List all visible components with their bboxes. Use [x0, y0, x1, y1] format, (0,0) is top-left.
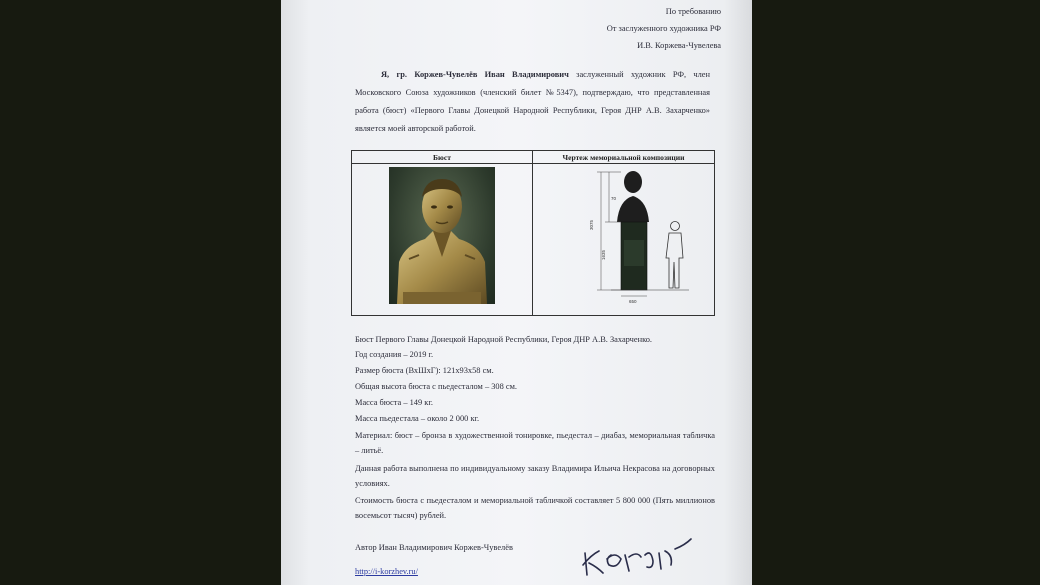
header-line-3: И.В. Коржева-Чувелева	[637, 41, 721, 50]
dim-total-height: 3075	[589, 219, 594, 230]
dim-bust-height: 70	[611, 196, 617, 201]
website-link-wrapper	[355, 565, 418, 578]
right-dark-border	[752, 0, 1040, 585]
bust-sculpture-image	[389, 167, 495, 304]
table-header-drawing: Чертеж мемориальной композиции	[533, 151, 715, 164]
detail-year: Год создания – 2019 г.	[355, 350, 434, 359]
detail-title: Бюст Первого Главы Донецкой Народной Республики, Героя ДНР А.В. Захарченко.	[355, 335, 652, 344]
detail-commission: Данная работа выполнена по индивидуальному заказу Владимира Ильича Некрасова на договорных условиях.	[355, 464, 715, 488]
detail-total-height: Общая высота бюста с пьедесталом – 308 см.	[355, 382, 518, 391]
dim-pedestal-height: 1635	[601, 249, 606, 260]
bust-photo	[389, 167, 495, 304]
intro-text: заслуженный художник РФ, член Московского Союза художников (членский билет №5347), подтверждаю, что представленная работа (бюст) «Первого Главы Донецкой Народной Республики, Героя ДНР А.В. Захарченко» является моей авторской работой.	[355, 70, 710, 133]
left-dark-border	[0, 0, 281, 585]
dim-pedestal-width: 650	[629, 299, 637, 304]
document-page	[281, 0, 752, 585]
detail-size: Размер бюста (ВхШхГ): 121х93х58 см.	[355, 366, 494, 375]
intro-author: Я, гр. Коржев-Чувелёв Иван Владимирович	[381, 70, 569, 79]
header-line-2: От заслуженного художника РФ	[606, 24, 721, 33]
human-figure-icon	[666, 222, 683, 289]
author-line: Автор Иван Владимирович Коржев-Чувелёв	[355, 543, 513, 552]
memorial-drawing	[571, 160, 711, 310]
handwritten-signature	[581, 525, 696, 585]
website-link[interactable]: http://i-korzhev.ru/	[355, 567, 418, 576]
detail-material: Материал: бюст – бронза в художественной тонировке, пьедестал – диабаз, мемориальная табличка – литьё.	[355, 431, 715, 455]
header-line-1: По требованию	[665, 7, 721, 16]
table-header-bust: Бюст	[352, 151, 533, 164]
detail-pedestal-mass: Масса пьедестала – около 2 000 кг.	[355, 414, 480, 423]
intro-paragraph	[355, 66, 710, 138]
detail-bust-mass: Масса бюста – 149 кг.	[355, 398, 433, 407]
bust-silhouette-icon	[617, 171, 649, 222]
detail-cost: Стоимость бюста с пьедесталом и мемориальной табличкой составляет 5 800 000 (Пять миллионов восемьсот тысяч) рублей.	[355, 496, 715, 520]
